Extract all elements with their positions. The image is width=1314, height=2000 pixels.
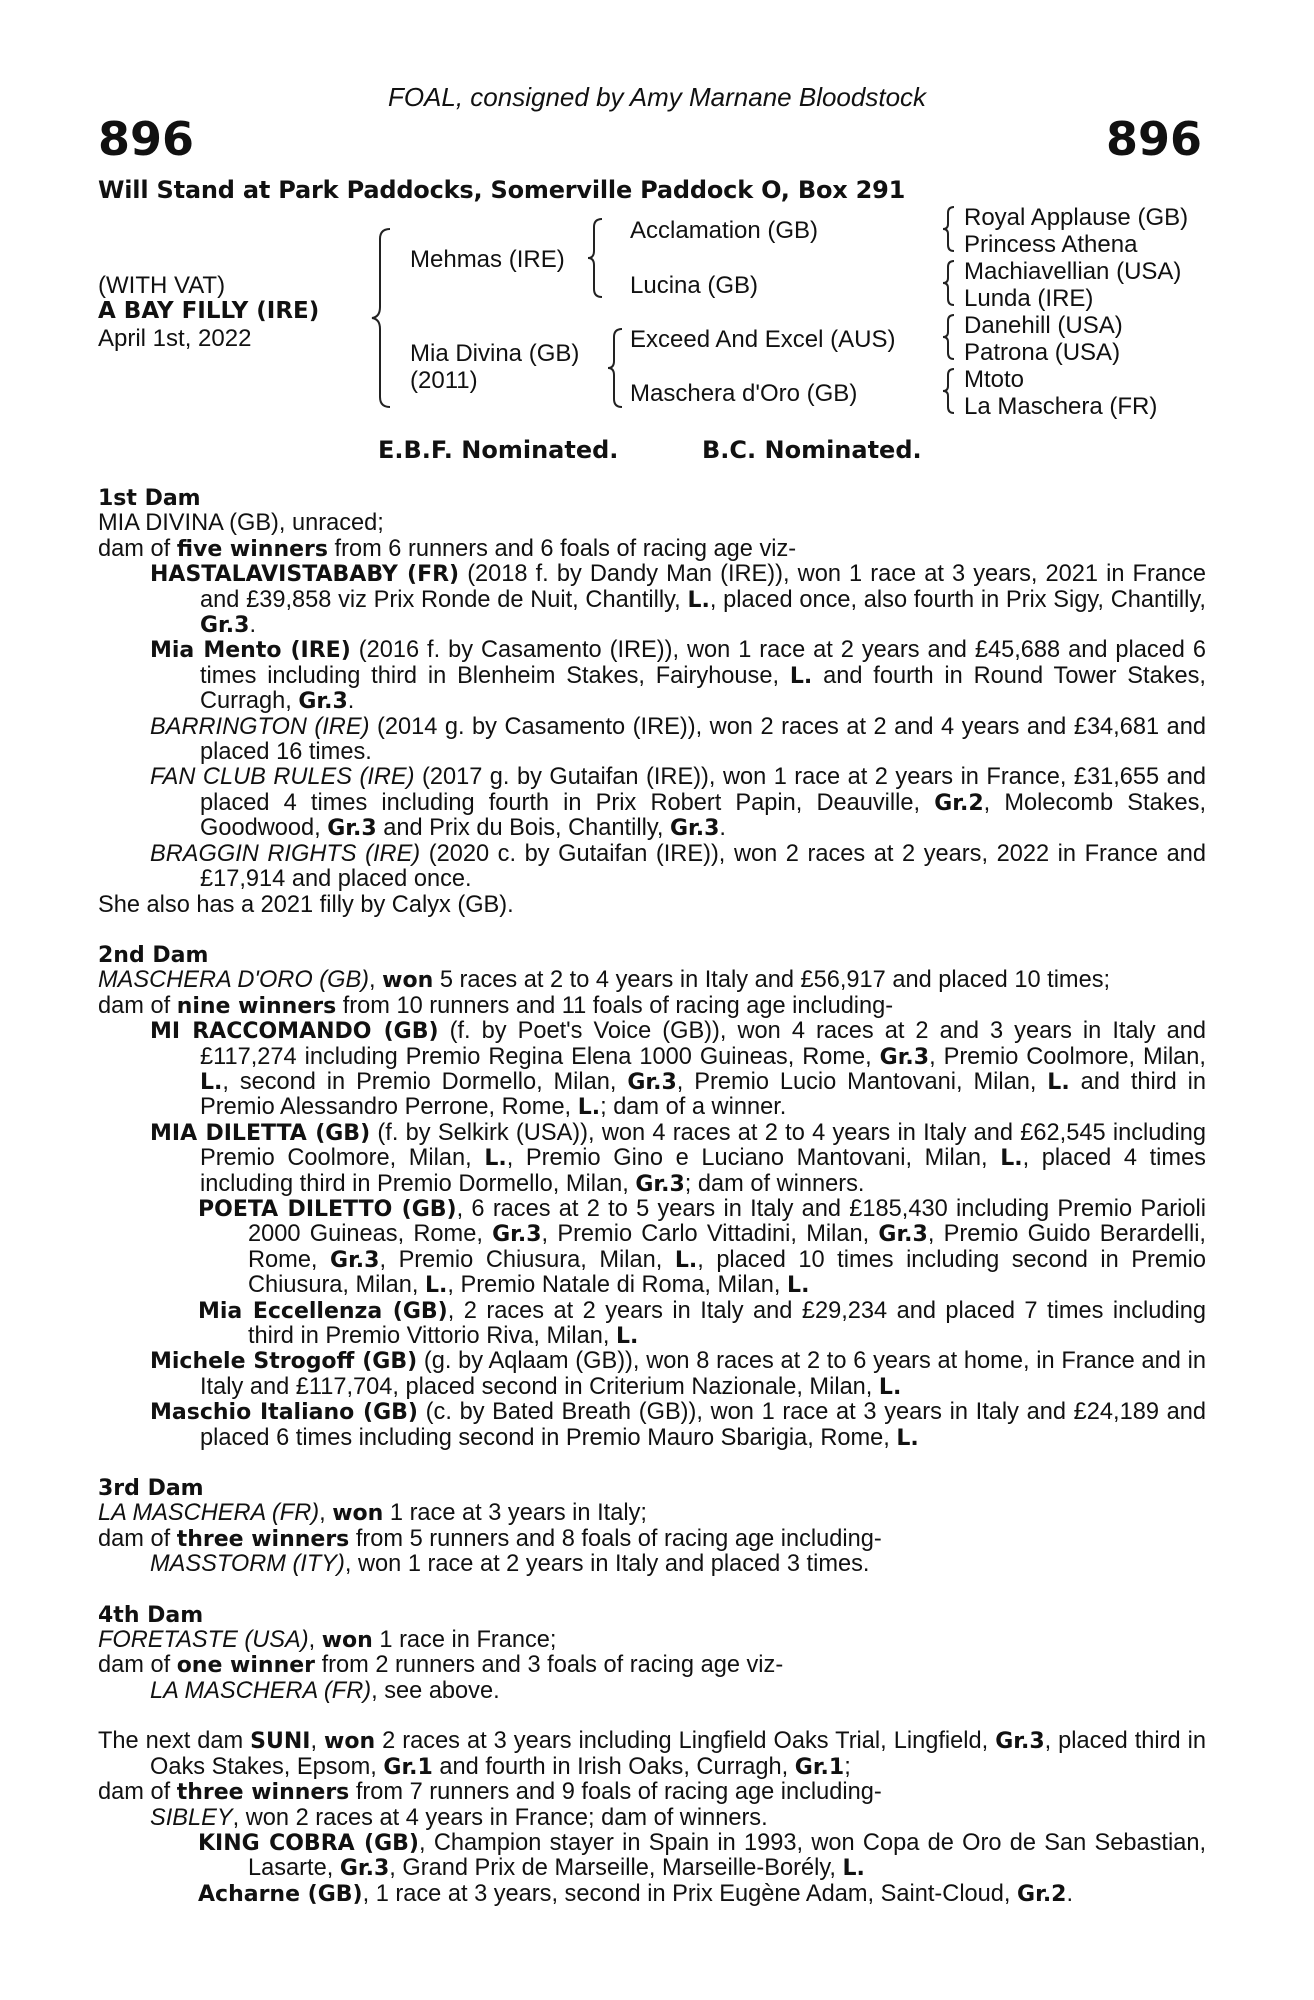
second-dam-line: MASCHERA D'ORO (GB), won 5 races at 2 to 4 years in Italy and £56,917 and placed 10 times; [98,967,1111,994]
produce-entry: Michele Strogoff (GB) (g. by Aqlaam (GB)), won 8 races at 2 to 6 years at home, in France and in Italy and £117,704, placed second in Criterium Nazionale, Milan, L. [150,1348,1206,1400]
produce-entry: BARRINGTON (IRE) (2014 g. by Casamento (IRE)), won 2 races at 2 and 4 years and £34,681 and placed 16 times. [150,713,1206,766]
main-brace-icon [368,225,398,411]
produce-entry: MI RACCOMANDO (GB) (f. by Poet's Voice (GB)), won 4 races at 2 and 3 years in Italy and £117,274 including Premio Regina Elena 1000 Guineas, Rome, Gr.3, Premio Coolmore, Milan, L., second in Premio Dormello, Milan, Gr.3, Premio Lucio Mantovani, Milan, L. and third in Premio Alessandro Perrone, Rome, L.; dam of a winner. [150,1018,1206,1121]
first-dam-produce-line: dam of five winners from 6 runners and 6 foals of racing age viz- [98,535,797,562]
second-dam-produce-line: dam of nine winners from 10 runners and 11 foals of racing age including- [98,992,894,1019]
ggp-brace-2-icon [940,258,960,308]
catalogue-body [98,486,1206,1907]
first-dam-line: MIA DIVINA (GB), unraced; [98,510,384,537]
foaled-date: April 1st, 2022 [98,325,252,352]
third-dam-heading: 3rd Dam [98,1476,204,1502]
horse-name: A BAY FILLY (IRE) [98,298,320,324]
fourth-dam-heading: 4th Dam [98,1602,204,1628]
third-dam-produce-line: dam of three winners from 5 runners and 8 foals of racing age including- [98,1525,882,1552]
ggp-brace-1-icon [940,204,960,254]
ggp-3: Machiavellian (USA) [964,258,1182,285]
pedigree-dam: Mia Divina (GB) [410,340,580,367]
produce-entry: MASSTORM (ITY), won 1 race at 2 years in Italy and placed 3 times. [150,1551,870,1578]
dam-brace-icon [604,325,628,411]
stand-location: Will Stand at Park Paddocks, Somerville Paddock O, Box 291 [98,176,906,204]
sire-brace-icon [584,215,608,301]
fourth-dam-produce-line: dam of one winner from 2 runners and 3 foals of racing age viz- [98,1652,784,1679]
vat-label: (WITH VAT) [98,272,226,299]
ggp-8: La Maschera (FR) [964,393,1158,420]
produce-entry: SIBLEY, won 2 races at 4 years in France; dam of winners. [150,1804,768,1831]
produce-entry: BRAGGIN RIGHTS (IRE) (2020 c. by Gutaifan (IRE)), won 2 races at 2 years, 2022 in France and £17,914 and placed once. [150,840,1206,893]
pedigree-sire: Mehmas (IRE) [410,246,565,273]
produce-entry: FAN CLUB RULES (IRE) (2017 g. by Gutaifan (IRE)), won 1 race at 2 years in France, £31,655 and placed 4 times including fourth in Prix Robert Papin, Deauville, Gr.2, Molecomb Stakes, Goodwood, Gr.3 and Prix du Bois, Chantilly, Gr.3. [150,764,1206,842]
pedigree-dam-dam: Maschera d'Oro (GB) [630,380,858,407]
next-dam-line: The next dam SUNI, won 2 races at 3 years including Lingfield Oaks Trial, Lingfield, Gr.3, placed third in Oaks Stakes, Epsom, Gr.1 and fourth in Irish Oaks, Curragh, Gr.1; [98,1728,1206,1780]
grand-produce-entry: Mia Eccellenza (GB), 2 races at 2 years in Italy and £29,234 and placed 7 times including third in Premio Vittorio Riva, Milan, L. [198,1297,1206,1349]
consignment-line: FOAL, consigned by Amy Marnane Bloodstock [387,82,927,112]
ggp-brace-4-icon [940,366,960,416]
pedigree-dam-sire: Exceed And Excel (AUS) [630,326,896,353]
next-dam-section [98,1729,1206,1907]
grand-produce-entry: POETA DILETTO (GB), 6 races at 2 to 5 years in Italy and £185,430 including Premio Parioli 2000 Guineas, Rome, Gr.3, Premio Carlo Vittadini, Milan, Gr.3, Premio Guido Berardelli, Rome, Gr.3, Premio Chiusura, Milan, L., placed 10 times including second in Premio Chiusura, Milan, L., Premio Natale di Roma, Milan, L. [198,1195,1206,1299]
grand-produce-entry: Acharne (GB), 1 race at 3 years, second in Prix Eugène Adam, Saint-Cloud, Gr.2. [198,1880,1074,1907]
pedigree-dam-year: (2011) [410,367,478,394]
first-dam-note: She also has a 2021 filly by Calyx (GB). [98,891,514,918]
ebf-nomination: E.B.F. Nominated. [378,436,619,464]
lot-number-right: 896 [1105,112,1202,166]
fourth-dam-line: FORETASTE (USA), won 1 race in France; [98,1627,557,1654]
produce-entry: Maschio Italiano (GB) (c. by Bated Breath (GB)), won 1 race at 3 years in Italy and £24,189 and placed 6 times including second in Premio Mauro Sbarigia, Rome, L. [150,1399,1207,1451]
first-dam-heading: 1st Dam [98,486,201,511]
lot-number-left: 896 [98,112,195,166]
second-dam-section [98,943,1206,1451]
first-dam-section [98,486,1206,918]
produce-entry: Mia Mento (IRE) (2016 f. by Casamento (IRE)), won 1 race at 2 years and £45,688 and placed 6 times including third in Blenheim Stakes, Fairyhouse, L. and fourth in Round Tower Stakes, Curragh, Gr.3. [150,637,1207,715]
grand-produce-entry: KING COBRA (GB), Champion stayer in Spain in 1993, won Copa de Oro de San Sebastian, Lasarte, Gr.3, Grand Prix de Marseille, Marseille-Borély, L. [198,1829,1206,1882]
produce-entry: MIA DILETTA (GB) (f. by Selkirk (USA)), won 4 races at 2 to 4 years in Italy and £62,545 including Premio Coolmore, Milan, L., Premio Gino e Luciano Mantovani, Milan, L., placed 4 times including third in Premio Dormello, Milan, Gr.3; dam of winners. [150,1119,1206,1197]
ggp-6: Patrona (USA) [964,339,1121,366]
third-dam-section [98,1476,1206,1578]
bc-nomination: B.C. Nominated. [702,436,922,464]
second-dam-heading: 2nd Dam [98,942,209,968]
ggp-brace-3-icon [940,312,960,362]
pedigree-sire-sire: Acclamation (GB) [630,217,819,244]
ggp-4: Lunda (IRE) [964,285,1094,312]
ggp-7: Mtoto [964,366,1025,393]
ggp-1: Royal Applause (GB) [964,204,1189,231]
ggp-2: Princess Athena [964,231,1138,258]
produce-entry: HASTALAVISTABABY (FR) (2018 f. by Dandy Man (IRE)), won 1 race at 3 years, 2021 in France and £39,858 viz Prix Ronde de Nuit, Chantilly, L., placed once, also fourth in Prix Sigy, Chantilly, Gr.3. [150,561,1206,639]
ggp-5: Danehill (USA) [964,312,1123,339]
produce-entry: LA MASCHERA (FR), see above. [150,1677,500,1704]
next-dam-produce-line: dam of three winners from 7 runners and 9 foals of racing age including- [98,1779,882,1806]
fourth-dam-section [98,1603,1206,1705]
third-dam-line: LA MASCHERA (FR), won 1 race at 3 years in Italy; [98,1500,647,1527]
pedigree-sire-dam: Lucina (GB) [630,272,759,299]
